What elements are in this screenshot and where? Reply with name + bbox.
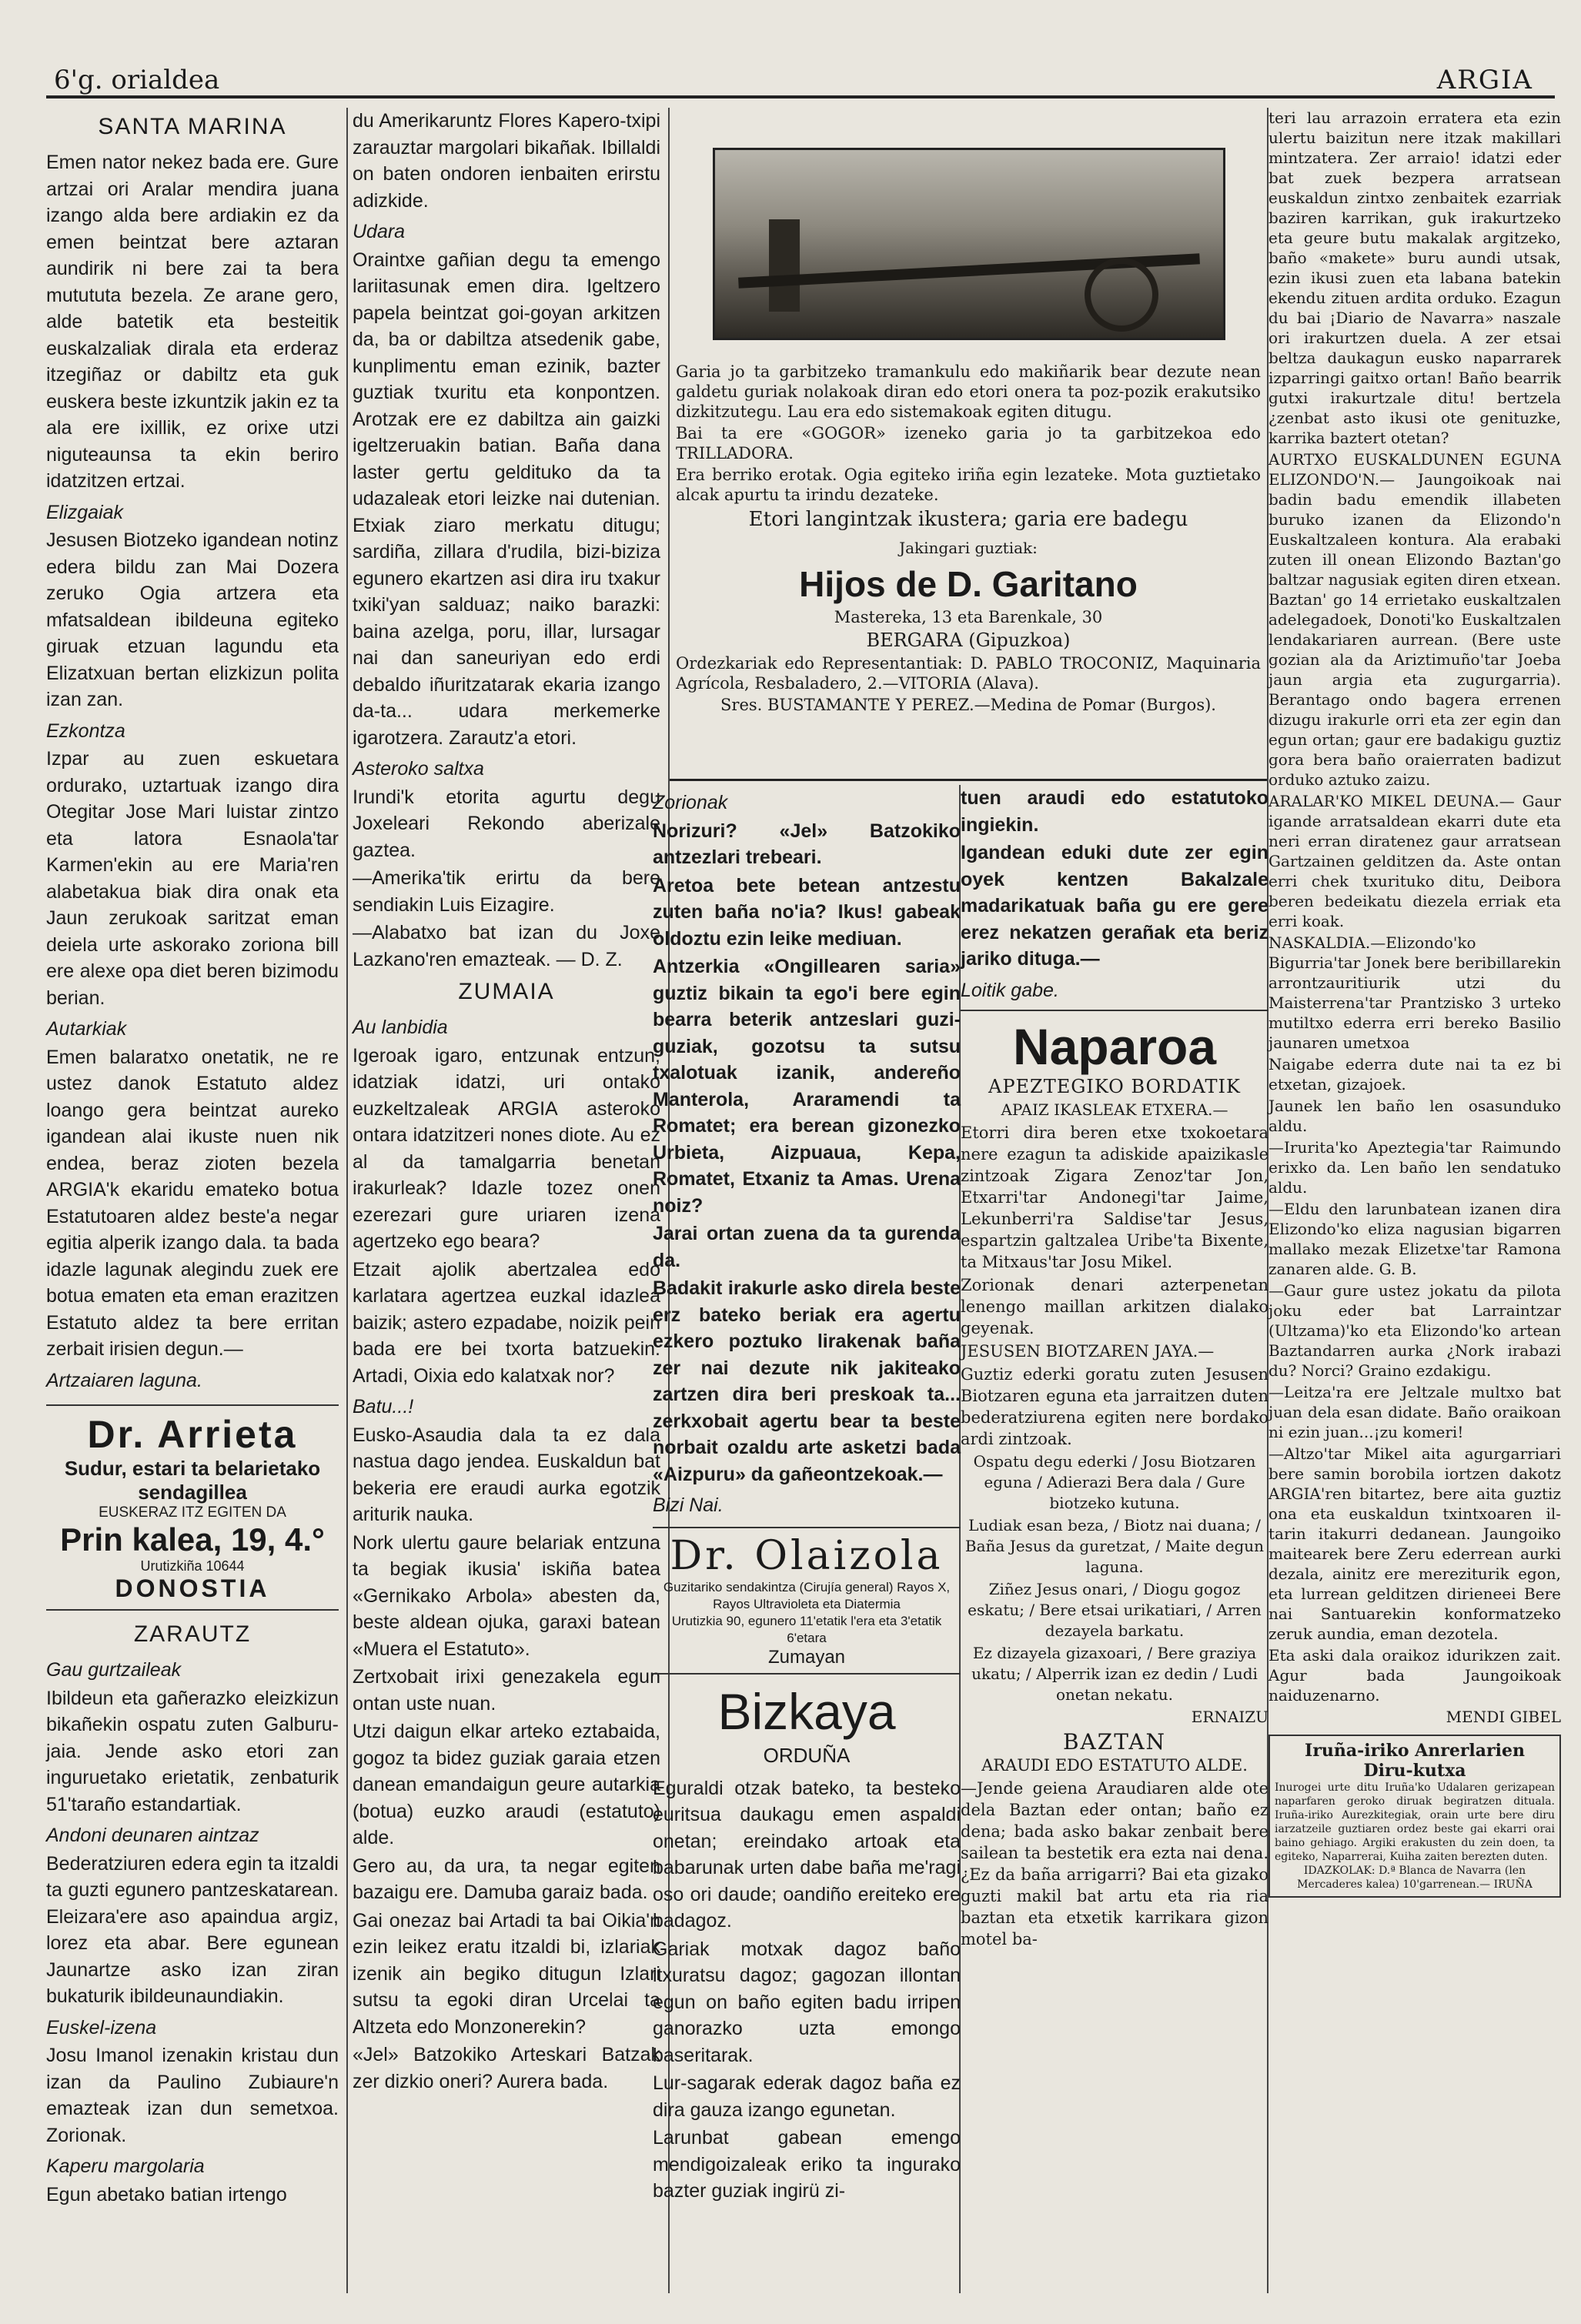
signature: Artzaiaren laguna.	[46, 1369, 202, 1391]
paragraph: Emen balaratxo onetatik, ne re ustez danok Estatuto aldez loango gera beintzat aureko igandean alai ikuste nuen nik endea, beraz zioten bezela ARGIA'k ekaridu emateko botua Estatutoaren aldez beste'a negar egitia alperik izango dala. ta bada idazle lagunak alegindu zuek ere botua ematen eta eman erazitzen Estatuto aldez ta bere erritan zerbait irisien degun.—	[46, 1046, 339, 1360]
paragraph: Irundi'k etorita agurtu degu Joxeleari Rekondo aberizale gaztea.	[353, 786, 660, 861]
photo-detail	[769, 219, 800, 312]
paragraph: —Irurita'ko Apeztegia'tar Raimundo erixko da. Len baño len sendatuko aldu.	[1268, 1138, 1561, 1197]
signature: MENDI GIBEL	[1446, 1708, 1561, 1726]
ad-city: Zumayan	[767, 1646, 846, 1668]
machinery-photo	[713, 148, 1225, 340]
paragraph: Eusko-Asaudia dala ta ez dala nastua dago jendea. Euskaldun bat bekeria ere eraudi aurka egotzik ariturik nauka.	[353, 1424, 660, 1525]
ad-text: Garia jo ta garbitzeko tramankulu edo makiñarik bear dezute nean galdetu guriak nolakoak diran edo etori onera ta poz-pozik erakutsiko dizkitzutegu. Lau era edo sistemakoak egiten ditugu.	[676, 362, 1261, 421]
ad-line: Guzitariko sendakintza (Cirujía general) Rayos X, Rayos Ultravioleta eta Diatermia	[663, 1579, 951, 1611]
ad-title: Iruña-iriko Anrerlarien	[1305, 1741, 1525, 1761]
paragraph: Igeroak igaro, entzunak entzun, idatziak idatzi, uri ontako euzkeltzaleak ARGIA asteroko ontara idatzitzeri nones diote. Au ez al da tamalgarria benetan irakurleak? Idazle tozez onen ezerezari gure uriaren izena agertzeko ego beara?	[353, 1044, 660, 1252]
paragraph: Utzi daigun elkar arteko eztabaida, gogoz ta bidez guziak garaia etzen danean emandaigun geure autarkia (botua) euzko araudi (estatuto) alde.	[353, 1721, 660, 1848]
paragraph: Aretoa bete betean antzestu zuten baña no'ia? Ikus! gabeak oldoztu ezin leike mediuan.	[653, 874, 961, 950]
section-heading: Ezkontza	[46, 720, 125, 742]
paragraph: Lur-sagarak ederak dagoz baña ez dira gauza izango egunetan.	[653, 2072, 961, 2121]
paragraph: Igandean eduki dute zer egin oyek kentzen Bakalzale madarikatuak baña gu ere gere erez nekatzen gerañak eta beriz jariko dituga.—	[961, 842, 1268, 970]
column-1	[46, 108, 339, 2286]
section-subtitle: ARAUDI EDO ESTATUTO ALDE.	[981, 1756, 1248, 1775]
paragraph: Oraintxe gañian degu ta emengo lariitasunak emen dira. Igeltzero papela beintzat goi-goyan arkitzen da, ba or dabiltza atsedenik gabe, kunplimentu eman ezinik, bazter guztiak txuritu eta konpontzen. Arotzak ere ez dabiltza ain gaizki igeltzeruakin batian. Baña dana laster gertu geldituko da ta udazaleak etori leizke nai dutenian. Etxiak ziaro merkatu ditugu; sardiña, zillara d'rudila, bizi-biziza egunero ekartzen asi dira iru txakur txiki'yan salduaz; naiko barazki: baina azelga, poru, illar, lursagar nai dan saneuriyan edo erdi debaldo iñuritzatarak ekaria izango da-ta... udara merkemerke igarotzera. Zarautz'a etori.	[353, 249, 660, 749]
ad-line: sendagillea	[138, 1481, 247, 1504]
ad-text: Etori langintzak ikustera; garia ere badegu	[748, 508, 1188, 531]
paragraph: Emen nator nekez bada ere. Gure artzai ori Aralar mendira juana izango alda bere ardiakin ez da emen beintzat bere aztaran aundirik ni bere zai ta bera mutututa bezela. Ze arane gero, alde batetik eta besteitik euskalzaliak dirala eta erderaz itzegiñaz or dabiltz eta guk euskera beste izkuntzik jakin ez ta ala ere ixillik, ez orixe utzi niguteaunsa ta ekin beriro idatzitzen ertzai.	[46, 152, 339, 492]
ad-address: Mastereka, 13 eta Barenkale, 30	[834, 608, 1103, 626]
paragraph: —Altzo'tar Mikel aita agurgarriari bere samin borobila iortzen dakotz ARGIA'ren bitartez, bere aita guztiz ona eta euskaldun txintxoaren il-tarin itakurri dedanean. Jaungoiko maitearek bere Zeru ederrean aurki dezala, ainitz ere mereziturik egon, eta lurrean gelditzen dirieneei Bere nai Santuarekin konformatzeko zeruk aundia, eman dezotela.	[1268, 1444, 1561, 1643]
paragraph: «Jel» Batzokiko Arteskari Batzak zer dizkio oneri? Aurera bada.	[353, 2044, 660, 2092]
paragraph: Badakit irakurle asko direla beste erz bateko beriak era agertu ezkero poztuko lirakenak baña zer nai dezute nik jakiteako zartzen dira beri preskoak ta... zerkxobait agertu bear ta beste norbait ozaldu arte asketzi bada «Aizpuru» da gañeontzekoak.—	[653, 1277, 961, 1485]
ad-address: IDAZKOLAK: D.ª Blanca de Navarra (len Mercaderes kalea) 10'garrenean.— IRUÑA	[1297, 1865, 1533, 1891]
section-heading: Andoni deunaren aintzaz	[46, 1825, 259, 1846]
column-3b	[961, 785, 1268, 2185]
article-title: ZARAUTZ	[133, 1621, 252, 1647]
section-heading: Batu...!	[353, 1396, 414, 1417]
ad-arrieta	[46, 1404, 339, 1611]
signature: Loitik gabe.	[961, 979, 1059, 1001]
ad-brand: Hijos de D. Garitano	[799, 564, 1138, 604]
paragraph: Nork ulertu gaure belariak entzuna ta begiak ikusia' iskiña batea «Gernikako Arbola» abesten da, beste aldean ojuka, garaxi batean «Muera el Estatuto».	[353, 1531, 660, 1660]
ad-name: Dr. Olaizola	[670, 1532, 944, 1579]
signature: ERNAIZU	[1191, 1708, 1268, 1726]
section-subtitle: APEZTEGIKO BORDATIK	[988, 1076, 1241, 1097]
poem-stanza: Ospatu degu ederki / Josu Biotzaren eguna / Adierazi Bera dala / Gure biotzeko kutuna.	[973, 1452, 1256, 1512]
ad-subtitle: Diru-kutxa	[1363, 1761, 1466, 1781]
ad-line: Urutizkia 90, egunero 11'etatik l'era eta 3'etatik 6'etara	[671, 1613, 942, 1645]
section-heading: Elizgaiak	[46, 501, 124, 523]
paragraph: Egun abetako batian irtengo	[46, 2183, 287, 2205]
column-4	[1268, 108, 1561, 2286]
poem-stanza: Ludiak esan beza, / Biotz nai duana; / Baña Jesus da guretzat, / Maite degun laguna.	[964, 1516, 1265, 1576]
ad-text: Sres. BUSTAMANTE Y PEREZ.—Medina de Pomar (Burgos).	[720, 696, 1216, 714]
paragraph: NASKALDIA.—Elizondo'ko Bigurria'tar Jonek bere beribillarekin arrontzauritiurik utzi du Maisterrena'tar Prantzisko 3 urteko mutiltxo ederra erri bereko Basilio jaunaren umetxoa	[1268, 933, 1561, 1052]
section-heading: Euskel-izena	[46, 2016, 157, 2039]
paragraph: Josu Imanol izenakin kristau dun izan da Paulino Zubiaure'n emazteak izan dun semetxoa. Zorionak.	[46, 2045, 339, 2146]
paragraph: Gariak motxak dagoz baño itxuratsu dagoz; gagozan illontan egun on baño egiten badu irripen ganorazko uzta emongo baseritarak.	[653, 1938, 961, 2066]
column-3a	[653, 785, 961, 2202]
ad-name: Dr. Arrieta	[87, 1413, 298, 1456]
paragraph: teri lau arrazoin erratera eta ezin ulertu baizitun nere itzak makillari mintzatera. Zer arraio! idatzi eder bat zuek bezpera arratsean euskaldun zintxo zenbaitek ezarriak baziren karrikan, guk irakurtzeko eta geure butu makalak argitzeko, baño «makete» buru aundi utsak, ezin ikusi zuen eta labana batekin ekendu zituen ardita orduko. Ezagun du bai ¡Diario de Navarra» naszale ori irakurtzen duela. A zer etsai beltza daukagun eusko naparrarek izparringi gaitxo ortan! Baño bearrik gutxi irakurtzale ditu! bertzela ¿zenbat asto ikusi ote genituzke, karrika baztert otetan?	[1268, 109, 1561, 447]
poem-stanza: Ziñez Jesus onari, / Diogu gogoz eskatu; / Bere etsai urikatiari, / Arren dezayela barkatu.	[968, 1580, 1262, 1640]
section-heading: JESUSEN BIOTZAREN JAYA.—	[961, 1342, 1215, 1361]
ad-phone: Urutizkiña 10644	[140, 1558, 245, 1574]
section-heading: Kaperu margolaria	[46, 2155, 205, 2177]
paragraph: Etzait ajolik abertzalea edo karlatara agertzea euzkal idazlea baizik; astero ezpadabe, noizik pein bada ere bei txorta batzuekin. Artadi, Oixia edo kalatxak nor?	[353, 1258, 660, 1387]
section-rule	[670, 779, 1267, 781]
ad-text: Inurogei urte ditu Iruña'ko Udalaren gerizapean naparfaren geroko diruak begiratzen dituala. Iruña-iriko Aurezkitegiak, orain urte bere diru iarzatzeile guztiaren ordez beste gai ekarri orai baino gehiago. Argiki erakusten du zein doen, ta egiteko, Naparrerai, Kuiha zaiten berezten duten.	[1275, 1781, 1555, 1863]
paragraph: Norizuri? «Jel» Batzokiko antzezlari trebeari.	[653, 820, 961, 868]
ad-text: Era berriko erotak. Ogia egiteko iriña egin lezateke. Mota guztietako alcak apurtu ta irindu dezateke.	[676, 466, 1261, 504]
section-subtitle: ORDUÑA	[763, 1743, 851, 1767]
paragraph: Izpar au zuen eskuetara ordurako, uztartuak izango dira Otegitar Jose Mari luistar zintzo eta latora Esnaola'tar Karmen'ekin au ere Maria'ren alabetakua biak dira onak eta Jaun zerukoak saritzat eman deiela urte askorako zoriona bill ere alexe opa diet beren bizimodu berian.	[46, 748, 339, 1009]
section-title: BAZTAN	[1062, 1729, 1167, 1755]
poem-stanza: Ez dizayela gizaxoari, / Bere graziya ukatu; / Alperrik izan ez dedin / Ludi onetan nekatu.	[971, 1644, 1258, 1704]
paragraph: Bederatziuren edera egin ta itzaldi ta guzti egunero pantzeskatarean. Eleizara'ere aso apaindua argiz, lorez eta abar. Bere egunean Jaunartze asko izan ziran bukaturik ibildeunaundiakin.	[46, 1852, 339, 2007]
paragraph: Eguraldi otzak bateko, ta besteko euritsua daukagu emen aspaldi onetan; ereindako artoak eta babarunak urten dabe baña me'ragi oso ori daude; oandiño ereiteko ere badagoz.	[653, 1777, 961, 1932]
section-title: Naparoa	[1012, 1018, 1217, 1075]
section-heading: Zorionak	[653, 792, 728, 813]
paragraph: Naigabe ederra dute nai ta ez bi etxetan, gizajoek.	[1268, 1055, 1561, 1094]
paragraph: —Leitza'ra ere Jeltzale multxo bat juan dela esan didate. Baño oraikoan ni ezin juan...¡zu komeri!	[1268, 1383, 1561, 1441]
paragraph: du Amerikaruntz Flores Kapero-txipi zarauztar margolari bikañak. Ibillaldi on baten ondoren ienbaiten erirstu adizkide.	[353, 110, 660, 212]
paragraph: Jesusen Biotzeko igandean notinz edera bildu zan Mai Dozera zeruko Ogia artzera eta mfatsaldean ibildeuna egiteko giruak etzuan lagundu eta Elizatxuan bertan elizkizun polita izan zan.	[46, 529, 339, 710]
ad-city: DONOSTIA	[115, 1574, 270, 1602]
ad-line: EUSKERAZ ITZ EGITEN DA	[99, 1504, 286, 1521]
paragraph: Jarai ortan zuena da ta gurenda da.	[653, 1223, 961, 1271]
section-heading: Asteroko saltxa	[353, 758, 484, 780]
article-title: ZUMAIA	[458, 979, 555, 1004]
paragraph: Eta aski dala oraikoz idurikzen zait. Agur bada Jaungoikoak naiduzenarno.	[1268, 1646, 1561, 1705]
section-heading: Autarkiak	[46, 1018, 127, 1040]
ad-address: Prin kalea, 19, 4.°	[60, 1521, 325, 1558]
paragraph: Larunbat gabean emengo mendigoizaleak eriko ta ingurako bazter guziak ingirü zi-	[653, 2127, 961, 2202]
paragraph: AURTXO EUSKALDUNEN EGUNA ELIZONDO'N.— Jaungoikoak nai badin badu emendik illabeten buruko izanen da Elizondo'n Euskaltzaleen kontura. Ala erabaki zuten ill onean Elizondo Baztan'go baltzar nagusiak egiten diren etxean. Baztan' go 14 errietako euskaltzalen adelegadoek, Donoti'ko Euskaltzalen lendakariaren aurrean. (Bere uste gozian ala da Ariztimuño'tar Joeba jaun argia eta zugurgarria). Berantago ondo bagera errenen dizugu irakurle orri eta zer egin dan egun ortan; gaur ere badakigu guztiz gora bera baño oraierraten badizut orduko aztuko zaizu.	[1268, 450, 1561, 789]
paragraph: Etorri dira beren etxe txokoetara nere ezagun ta adiskide apaizikasle zintzoak Zigara Zenoz'tar Jon, Etxarri'tar Andonegi'tar Jaime, Lekunberri'ra Saldise'tar Jesus, espartzin galtzalea Uribe'ta Bixente, ta Mitxaus'tar Josu Mikel.	[961, 1124, 1268, 1271]
paragraph: Antzerkia «Ongillearen saria» guztiz bikain ta ego'i bere egin bearra beterik antzeslari guzi-guziak, gozotsu ta sutsu txalotuak izanik, andereño Manterola, Araramendi ta Romatet; era berean gizonezko Urbieta, Aizpuaua, Kepa, Romatet, Etxaniz ta Amas. Urena noiz?	[653, 956, 961, 1217]
masthead: ARGIA	[1436, 65, 1533, 95]
section-heading: Au lanbidia	[353, 1017, 448, 1038]
section-heading: Gau gurtzaileak	[46, 1659, 182, 1681]
paragraph: —Alabatxo bat izan du Joxe Lazkano'ren emazteak. — D. Z.	[353, 922, 660, 970]
section-title: Bizkaya	[717, 1682, 896, 1740]
paragraph: Zorionak denari azterpenetan lenengo maillan arkitzen dialako geyenak.	[961, 1276, 1268, 1337]
ad-text: Jakingari guztiak:	[899, 538, 1038, 557]
paragraph: —Amerika'tik erirtu da bere sendiakin Luis Eizagire.	[353, 867, 660, 916]
ad-olaizola	[653, 1527, 961, 1675]
paragraph: —Jende geiena Araudiaren alde ote dela Baztan eder ontan; baño ez dena; bada asko bakar zenbait bere sailean ta bestetik era ezta nai dena. ¿Ez da baña arrigarri? Bai eta gizako guzti makil bat artu eta ria ria baztan eta etxetik karrikara gizon motel ba-	[961, 1779, 1268, 1948]
garitano-ad	[676, 362, 1261, 777]
paragraph: Zertxobait irixi genezakela egun ontan uste nuan.	[353, 1666, 660, 1715]
paragraph: tuen araudi edo estatutoko ingiekin.	[961, 787, 1268, 836]
paragraph: ARALAR'KO MIKEL DEUNA.— Gaur igande arratsaldean ekarri dute eta neri erran diratenez gaur arratsean Gartzainen gelditzen da. Aste ontan erri chek txurituko ditu, Deibora beren bedeikatu diezela erriak eta erri koak.	[1268, 792, 1561, 930]
ad-text: Ordezkariak edo Representantiak: D. PABLO TROCONIZ, Maquinaria Agrícola, Resbaladero, 2.—VITORIA (Alava).	[676, 654, 1261, 693]
header-rule	[46, 95, 1555, 99]
page-number: 6'g. orialdea	[54, 65, 220, 95]
page-header	[46, 65, 1539, 95]
paragraph: —Gaur gure ustez jokatu da pilota joku eder bat Larraintzar (Ultzama)'ko eta Elizondo'ko artean Baztandarren aurka ¿Nork irabazi du? Norci? Graino ezdakigu.	[1268, 1281, 1561, 1380]
paragraph: —Eldu den larunbatean izanen dira Elizondo'ko eliza nagusian bigarren mallako mezak Elizetxe'tar Ramona zanaren alde. G. B.	[1268, 1200, 1561, 1278]
paragraph: Gai onezaz bai Artadi ta bai Oikia'n ezin leikez eratu itzaldi bi, izlariak izenik ain begiko ditugun Izlari sutsu ta egoki diran Urcelai ta Altzeta edo Monzonerekin?	[353, 1909, 660, 2038]
paragraph: Jaunek len baño len osasunduko aldu.	[1268, 1097, 1561, 1135]
section-subtitle: APAIZ IKASLEAK ETXERA.—	[1001, 1100, 1228, 1119]
column-2	[353, 108, 660, 2286]
signature: Bizi Nai.	[653, 1494, 724, 1516]
paragraph: Ibildeun eta gañerazko eleizkizun bikañekin ospatu zuten Galburu-jaia. Jende asko etori zan inguruetako erietatik, zenbaturik 51'taraño estandartiak.	[46, 1687, 339, 1815]
photo-detail	[1085, 258, 1158, 332]
ad-diru-kutxa	[1268, 1735, 1561, 1898]
ad-text: Bai ta ere «GOGOR» izeneko garia jo ta garbitzekoa edo TRILLADORA.	[676, 424, 1261, 462]
article-title: SANTA MARINA	[98, 114, 287, 139]
section-heading: Udara	[353, 221, 406, 242]
column-divider	[346, 108, 348, 2293]
paragraph: Gero au, da ura, ta negar egiten bazaigu ere. Damuba garaiz bada.	[353, 1855, 660, 1903]
ad-line: Sudur, estari ta belarietako	[64, 1457, 321, 1480]
paragraph: Guztiz ederki goratu zuten Jesusen Biotzaren eguna eta jarraitzen duten bederatziurena egiten nere bordako ardi zintzoak.	[961, 1365, 1268, 1448]
ad-address: BERGARA (Gipuzkoa)	[866, 629, 1071, 651]
